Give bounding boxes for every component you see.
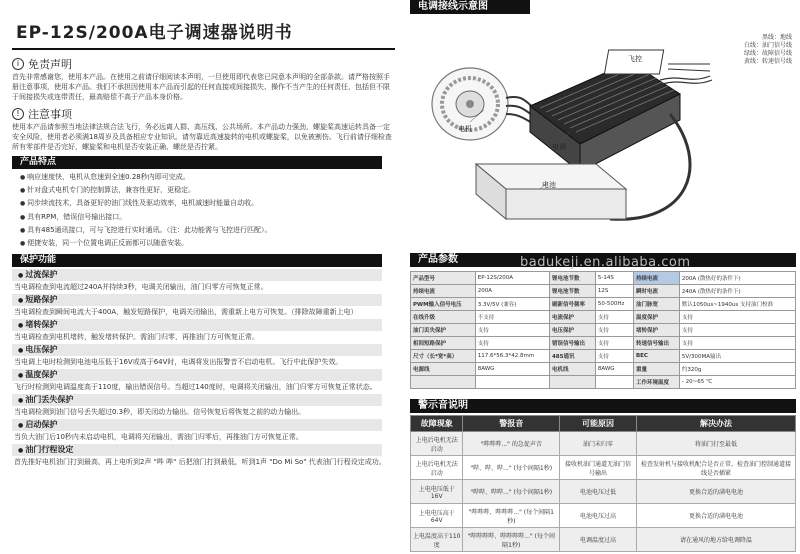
alarm-cell: "哔、哔、哔..." (每个间隔1秒)	[463, 456, 560, 480]
protection-title: ● 过流保护	[12, 269, 382, 281]
alarm-column-header: 警报音	[463, 416, 560, 432]
spec-value: 12S	[595, 285, 633, 298]
battery-illustration	[476, 164, 626, 219]
spec-value: 支持	[679, 337, 795, 350]
spec-value: 默认1050us~1940us 支持油门校准	[679, 298, 795, 311]
wiring-diagram	[410, 14, 796, 239]
fc-label: 飞控	[628, 55, 642, 63]
spec-key: 持续电流	[411, 285, 476, 298]
alarm-cell: 更换合适的满电电池	[636, 504, 795, 528]
legend-item: 黄线：转速信号线	[743, 58, 792, 65]
alarm-cell: 上电温度高于110度	[411, 528, 463, 552]
features-list	[20, 171, 395, 250]
motor-label: 电机	[458, 125, 472, 133]
spec-value: 200A	[475, 285, 549, 298]
spec-row	[411, 324, 796, 337]
protection-title: ● 启动保护	[12, 419, 382, 431]
spec-key: 错误信号输出	[549, 337, 595, 350]
spec-value: - 20~65 ℃	[679, 376, 795, 389]
disclaimer-heading-label: 免责声明	[28, 58, 72, 71]
protection-heading: 保护功能	[12, 254, 382, 267]
alarm-row	[411, 456, 796, 480]
spec-value: 不支持	[475, 311, 549, 324]
disclaimer-heading	[12, 56, 395, 72]
legend-item: 白线：油门信号线	[743, 42, 792, 49]
alarm-cell: "哔哔、哔哔..." (每个间隔1秒)	[463, 480, 560, 504]
spec-value: 3.3V/5V (兼容)	[475, 298, 549, 311]
spec-key: 转速信号输出	[633, 337, 679, 350]
spec-value	[595, 376, 633, 389]
protection-desc: 首先推好电机油门打到最高，再上电听到2声 "哔 哔" 后把油门打到最低，听到1声 "Do Mi So" 代表油门行程设定成功。	[14, 458, 386, 467]
alarm-cell: 上电后电机无法启动	[411, 432, 463, 456]
feature-item: ● 具有485通讯接口，可与飞控进行实时通讯。（注：此功能需与飞控进行匹配）。	[20, 224, 395, 237]
spec-value: EP-12S/200A	[475, 272, 549, 285]
spec-key: 油门脉宽	[633, 298, 679, 311]
spec-key: 油门丢失保护	[411, 324, 476, 337]
protection-desc: 当电调检查到电流超过240A并持续3秒，电调关闭输出，油门归零方可恢复正常。	[14, 283, 268, 292]
spec-value: 支持	[475, 337, 549, 350]
protection-title: ● 堵转保护	[12, 319, 382, 331]
alarm-cell: "哔哔哔哔、哔哔哔哔..." (每个间隔1秒)	[463, 528, 560, 552]
alarm-heading: 警示音说明	[410, 399, 796, 413]
spec-key: 持续电流	[633, 272, 679, 285]
spec-value: 支持	[679, 311, 795, 324]
wire-legend	[744, 34, 792, 66]
spec-key: BEC	[633, 350, 679, 363]
alarm-row	[411, 504, 796, 528]
alarm-column-header: 故障现象	[411, 416, 463, 432]
spec-row	[411, 311, 796, 324]
spec-key: 电机线	[549, 363, 595, 376]
spec-key: 在线升级	[411, 311, 476, 324]
spec-key: 瞬时电流	[633, 285, 679, 298]
alarm-column-header: 解决办法	[636, 416, 795, 432]
disclaimer-text: 首先非常感谢您，使用本产品。在使用之前请仔细阅读本声明，一旦使用即代表您已同意本声明的全部条款。请严格按照手册注意事项，使用本产品。我们不承担因使用本产品而引起的任何直接或间接损失、操作不当产生的任何责任，包括但不限于间接损失或连带责任，最高赔偿不高于产品本身价格。	[12, 73, 390, 101]
wiring-heading: 电调接线示意图	[410, 0, 530, 14]
alarm-cell: 上电电压低于16V	[411, 480, 463, 504]
spec-key: 相间短路保护	[411, 337, 476, 350]
title-divider	[12, 48, 395, 50]
protection-title: ● 温度保护	[12, 369, 382, 381]
notes-text: 使用本产品请参照当地法律法规合法飞行，务必远离人群、高压线、公共场所。本产品动力强劲，螺旋桨高速运转具备一定安全风险，使用者必须满18周岁及具备相应专业知识。请勿靠近高速旋转的电机或螺旋桨，以免被割伤。飞行前请仔细检查所有零部件是否完好，螺旋桨和电机是否安装正确、螺丝是否拧紧。	[12, 123, 392, 151]
notes-heading	[12, 106, 395, 122]
right-column	[410, 0, 796, 554]
spec-row	[411, 298, 796, 311]
alarm-cell: 电池电压过低	[560, 480, 637, 504]
alarm-row	[411, 480, 796, 504]
feature-item: ● 便捷安装，同一个位置电调正反面都可以随意安装。	[20, 237, 395, 250]
alarm-cell: 更换合适的满电电池	[636, 480, 795, 504]
spec-value: 支持	[595, 324, 633, 337]
protection-title: ● 油门丢失保护	[12, 394, 382, 406]
protection-desc: 当电调检查到瞬间电流大于400A，触发短路保护，电调关闭输出，需重新上电方可恢复。（排除故障重新上电）	[14, 308, 358, 317]
alarm-table	[410, 415, 796, 552]
alarm-cell: 上电后电机无法启动	[411, 456, 463, 480]
protection-list	[12, 269, 395, 467]
spec-key: PWM输入信号电压	[411, 298, 476, 311]
spec-value: 约320g	[679, 363, 795, 376]
watermark: badukeji.en.alibaba.com	[520, 255, 691, 270]
spec-value: 8AWG	[475, 363, 549, 376]
spec-key: 工作环境温度	[633, 376, 679, 389]
alarm-cell: 电池电压过高	[560, 504, 637, 528]
spec-key: 刷新信号频率	[549, 298, 595, 311]
spec-value: 支持	[595, 350, 633, 363]
spec-value: 支持	[595, 337, 633, 350]
legend-item: 黑线：地线	[761, 34, 792, 41]
feature-item: ● 具有RPM，错误信号输出接口。	[20, 211, 395, 224]
notes-heading-label: 注意事项	[28, 108, 72, 121]
spec-key: 产品型号	[411, 272, 476, 285]
alarm-cell: 油门未归零	[560, 432, 637, 456]
protection-desc: 当电调检测到油门信号丢失超过0.3秒，即关闭动力输出。信号恢复后将恢复之前的动力输出。	[14, 408, 306, 417]
spec-key: 电压保护	[549, 324, 595, 337]
left-column	[12, 8, 395, 552]
spec-value: 支持	[475, 324, 549, 337]
spec-row	[411, 337, 796, 350]
alarm-cell: 请在通风的地方给电调降温	[636, 528, 795, 552]
spec-value: 200A (散热好的条件下)	[679, 272, 795, 285]
alarm-column-header: 可能原因	[560, 416, 637, 432]
spec-value: 50-500Hz	[595, 298, 633, 311]
esc-illustration	[530, 62, 680, 172]
alarm-cell: 接收机油门通道无油门信号输出	[560, 456, 637, 480]
protection-title: ● 电压保护	[12, 344, 382, 356]
spec-value: 支持	[595, 311, 633, 324]
protection-desc: 当电调检查到电机堵转，触发堵转保护。需油门归零，再推油门方可恢复正常。	[14, 333, 259, 342]
spec-row	[411, 350, 796, 363]
spec-row	[411, 272, 796, 285]
alarm-cell: 将油门打至最低	[636, 432, 795, 456]
specs-table	[410, 271, 796, 389]
battery-label: 电池	[542, 181, 556, 189]
spec-key: 电源线	[411, 363, 476, 376]
spec-row	[411, 363, 796, 376]
spec-key	[549, 376, 595, 389]
esc-label: 电调	[552, 143, 566, 151]
spec-row	[411, 376, 796, 389]
alarm-cell: "哔哔哔..." 的急促声音	[463, 432, 560, 456]
alarm-cell: 检查发射机与接收机配合是否正常，检查油门控制通道接线是否插紧	[636, 456, 795, 480]
protection-desc: 当负大油门后10秒内未启动电机，电调将关闭输出，需油门归零后，再推油门方可恢复正常。	[14, 433, 303, 442]
spec-key	[411, 376, 476, 389]
spec-value: 117.6*56.3*42.8mm	[475, 350, 549, 363]
spec-row	[411, 285, 796, 298]
spec-value: 5V/300MA输出	[679, 350, 795, 363]
spec-key: 尺寸（长*宽*高）	[411, 350, 476, 363]
spec-key: 电流保护	[549, 311, 595, 324]
feature-item: ● 针对盘式电机专门的控制算法，兼容性更好，更稳定。	[20, 184, 395, 197]
protection-title: ● 短路保护	[12, 294, 382, 306]
spec-key: 重量	[633, 363, 679, 376]
spec-value: 8AWG	[595, 363, 633, 376]
feature-item: ● 同步续流技术，具备更好的油门线性及驱动效率，电机减速时能量自动收。	[20, 197, 395, 210]
spec-key: 485通讯	[549, 350, 595, 363]
spec-value: 支持	[679, 324, 795, 337]
spec-key: 锂电池节数	[549, 285, 595, 298]
features-heading: 产品特点	[12, 156, 382, 169]
alarm-cell: 电调温度过高	[560, 528, 637, 552]
alarm-row	[411, 432, 796, 456]
alarm-cell: 上电电压高于64V	[411, 504, 463, 528]
feature-item: ● 响应速度快，电机从怠速到全速0.28秒内即可完成。	[20, 171, 395, 184]
specs-heading: 产品参数	[410, 253, 796, 267]
page-title: EP-12S/200A电子调速器说明书	[16, 23, 293, 43]
spec-value: 5-14S	[595, 272, 633, 285]
alarm-cell: "哔哔哔、哔哔哔..." (每个间隔1秒)	[463, 504, 560, 528]
spec-key: 锂电池节数	[549, 272, 595, 285]
spec-value: 240A (散热好的条件下)	[679, 285, 795, 298]
spec-value	[475, 376, 549, 389]
info-icon: i	[12, 58, 24, 70]
protection-desc: 飞行时检测到电调温度高于110度，输出错误信号。当超过140度时，电调将关闭输出，油门归零方可恢复正常状态。	[14, 383, 377, 392]
spec-key: 温度保护	[633, 311, 679, 324]
protection-title: ● 油门行程设定	[12, 444, 382, 456]
alarm-row	[411, 528, 796, 552]
protection-desc: 当电调上电时检测到电池电压低于16V或高于64V时，电调将发出报警音不启动电机。飞行中此保护失效。	[14, 358, 343, 367]
warning-icon: !	[12, 108, 24, 120]
spec-key: 堵转保护	[633, 324, 679, 337]
legend-item: 绿线：故障信号线	[743, 50, 792, 57]
